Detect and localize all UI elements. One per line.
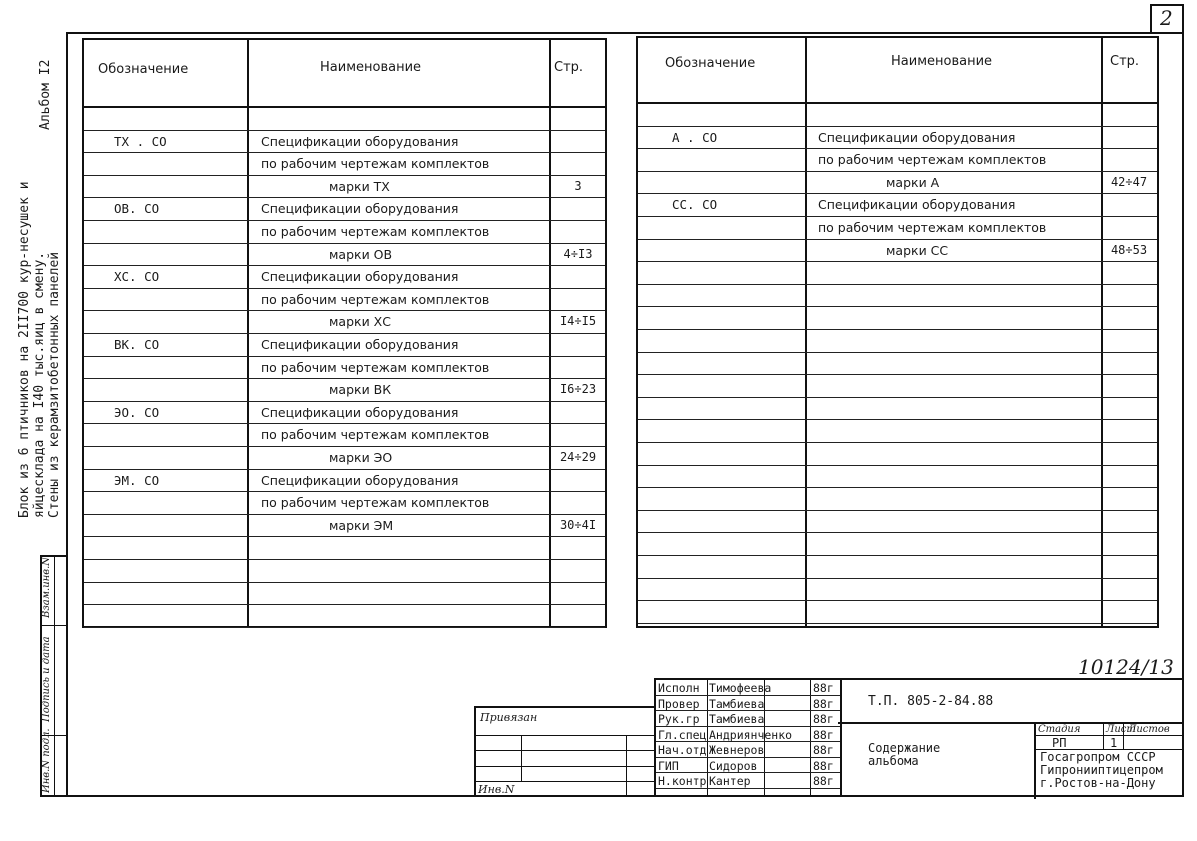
table-row xyxy=(84,492,605,515)
row-page: 48÷53 xyxy=(1110,242,1148,257)
row-name: марки ХС xyxy=(329,314,391,330)
inv-label: Инв.N xyxy=(478,783,515,796)
table-row xyxy=(638,375,1157,398)
row-page: 42÷47 xyxy=(1110,174,1148,189)
left-header-name: Наименование xyxy=(320,60,422,75)
table-row xyxy=(84,311,605,334)
table-row xyxy=(638,330,1157,353)
row-designation: ВК. СО xyxy=(114,337,160,352)
signature-name: Тамбиева xyxy=(709,712,765,726)
row-name: по рабочим чертежам комплектов xyxy=(261,156,490,172)
signature-year: 88г xyxy=(813,743,834,757)
signature-role: Нач.отд xyxy=(658,743,707,757)
table-row xyxy=(84,515,605,538)
signature-row xyxy=(656,680,840,696)
table-row xyxy=(84,198,605,221)
table-row xyxy=(84,537,605,560)
right-header-page: Стр. xyxy=(1110,54,1140,69)
signature-name: Кантер xyxy=(709,774,751,788)
row-designation: ОВ. СО xyxy=(114,201,160,217)
table-row xyxy=(638,556,1157,579)
signature-name: Сидоров xyxy=(709,758,758,773)
contents-table-left xyxy=(82,38,607,628)
table-row xyxy=(84,153,605,176)
signature-name: Андриянченко xyxy=(709,727,793,742)
stamp-mid xyxy=(54,555,55,797)
row-name: по рабочим чертежам комплектов xyxy=(261,495,490,511)
row-designation: СС. СО xyxy=(672,197,718,213)
stage-label: Стадия xyxy=(1038,724,1081,735)
signature-role: Н.контр xyxy=(658,774,707,788)
row-name: Спецификации оборудования xyxy=(261,472,459,488)
row-page: 3 xyxy=(574,178,582,193)
doc-number: 10124/13 xyxy=(1078,655,1174,679)
signature-year: 88г xyxy=(813,712,834,726)
signature-year: 88г xyxy=(813,774,834,788)
table-row xyxy=(84,583,605,606)
signature-row xyxy=(656,696,840,712)
table-row xyxy=(638,511,1157,534)
signature-year: 88г xyxy=(813,696,834,711)
project-title-2: яйцесклада на I40 тыс.яиц в смену. xyxy=(32,251,47,518)
signature-name: Тимофеева xyxy=(709,681,772,695)
row-name: марки ВК xyxy=(329,382,392,398)
table-row xyxy=(638,488,1157,511)
signature-role: Исполн xyxy=(658,681,700,695)
signature-role: ГИП xyxy=(658,758,679,773)
table-row xyxy=(84,424,605,447)
table-row xyxy=(638,127,1157,150)
right-header-designation: Обозначение xyxy=(665,56,756,71)
table-row xyxy=(638,353,1157,376)
row-page: I4÷I5 xyxy=(559,314,597,329)
table-row xyxy=(638,104,1157,127)
table-row xyxy=(638,307,1157,330)
row-name: по рабочим чертежам комплектов xyxy=(818,152,1047,168)
left-header-page: Стр. xyxy=(554,60,584,75)
signature-row xyxy=(656,711,840,727)
album-label: Альбом I2 xyxy=(38,59,53,130)
row-name: Спецификации оборудования xyxy=(818,129,1016,145)
sheet-title: Содержание альбома xyxy=(868,741,941,768)
signature-row xyxy=(656,742,840,758)
table-row xyxy=(84,221,605,244)
row-page: 24÷29 xyxy=(559,450,597,464)
row-name: по рабочим чертежам комплектов xyxy=(261,427,490,443)
signature-block xyxy=(654,678,840,797)
signature-role: Рук.гр xyxy=(658,712,700,726)
row-name: марки СС xyxy=(886,242,949,258)
stamp-sign-label: Подпись и дата xyxy=(41,636,52,722)
table-row xyxy=(84,379,605,402)
row-page: 4÷I3 xyxy=(563,246,593,261)
project-title-3: Стены из керамзитобетонных панелей xyxy=(47,251,62,518)
table-row xyxy=(638,601,1157,624)
row-name: марки А xyxy=(886,174,940,190)
table-row xyxy=(638,398,1157,421)
sheet-value: 1 xyxy=(1110,736,1118,750)
row-name: Спецификации оборудования xyxy=(261,404,459,420)
sheets-label: Листов xyxy=(1128,724,1170,735)
table-row xyxy=(638,533,1157,556)
row-designation: ЭО. СО xyxy=(114,404,160,420)
signature-role: Провер xyxy=(658,696,700,711)
binding-label: Привязан xyxy=(480,711,538,724)
table-row xyxy=(638,262,1157,285)
row-designation: ХС. СО xyxy=(114,269,160,285)
signature-row xyxy=(656,773,840,789)
organization: Госагропром СССР Гипронииптицепром г.Ростов-на-Дону xyxy=(1040,750,1163,790)
row-name: Спецификации оборудования xyxy=(261,201,459,217)
row-name: марки ТХ xyxy=(329,178,390,194)
signature-role: Гл.спец xyxy=(658,727,707,742)
table-row xyxy=(84,470,605,493)
row-name: марки ЭМ xyxy=(329,517,394,533)
table-row xyxy=(84,176,605,199)
table-row xyxy=(638,579,1157,602)
project-title-1: Блок из 6 птичников на 2II700 кур-несушек и xyxy=(17,181,32,518)
table-row xyxy=(638,466,1157,489)
row-name: по рабочим чертежам комплектов xyxy=(261,224,490,239)
table-row xyxy=(84,108,605,131)
signature-name: Тамбиева xyxy=(709,696,765,711)
row-page: 30÷4I xyxy=(559,517,597,532)
row-name: марки ОВ xyxy=(329,246,393,262)
table-row xyxy=(84,289,605,312)
sheet-label: Лист xyxy=(1106,724,1136,735)
row-name: Спецификации оборудования xyxy=(261,337,459,352)
signature-row xyxy=(656,758,840,774)
signature-name: Жевнеров xyxy=(709,743,765,757)
stage-value: РП xyxy=(1052,736,1067,750)
table-row xyxy=(84,357,605,380)
frame-left xyxy=(66,32,68,797)
table-row xyxy=(84,131,605,154)
table-row xyxy=(638,172,1157,195)
row-name: марки ЭО xyxy=(329,450,393,465)
right-header-name: Наименование xyxy=(891,54,993,69)
signature-row xyxy=(656,727,840,743)
row-name: по рабочим чертежам комплектов xyxy=(261,359,490,375)
table-row xyxy=(638,443,1157,466)
main-title-block xyxy=(838,678,1184,797)
row-page: I6÷23 xyxy=(559,382,597,397)
table-row xyxy=(84,447,605,470)
stamp-inv-label: Инв.N подл. xyxy=(41,728,52,793)
table-row xyxy=(638,217,1157,240)
signature-year: 88г xyxy=(813,758,834,773)
project-code: Т.П. 805-2-84.88 xyxy=(868,694,994,709)
table-row xyxy=(84,402,605,425)
row-designation: ТХ . СО xyxy=(114,133,167,149)
row-name: Спецификации оборудования xyxy=(818,197,1016,213)
left-header-designation: Обозначение xyxy=(98,62,189,77)
frame-top xyxy=(66,32,1184,34)
table-row xyxy=(84,560,605,583)
row-name: Спецификации оборудования xyxy=(261,269,459,285)
table-row xyxy=(638,149,1157,172)
stamp-vzam-label: Взам.инв.N xyxy=(41,556,52,618)
row-designation: ЭМ. СО xyxy=(114,472,160,488)
row-name: Спецификации оборудования xyxy=(261,133,459,149)
row-name: по рабочим чертежам комплектов xyxy=(818,220,1047,235)
page-number: 2 xyxy=(1160,6,1173,30)
table-row xyxy=(638,194,1157,217)
table-row xyxy=(638,285,1157,308)
pagebox-left xyxy=(1150,4,1152,34)
pagebox-right xyxy=(1182,4,1184,34)
table-row xyxy=(638,240,1157,263)
contents-table-right xyxy=(636,36,1159,628)
row-designation: А . СО xyxy=(672,129,718,145)
table-row xyxy=(84,266,605,289)
signature-year: 88г xyxy=(813,727,834,742)
table-row xyxy=(638,420,1157,443)
table-row xyxy=(84,605,605,628)
table-row xyxy=(84,334,605,357)
table-row xyxy=(84,244,605,267)
signature-year: 88г xyxy=(813,681,834,695)
binding-block xyxy=(474,706,656,797)
stamp-div1 xyxy=(40,625,68,626)
row-name: по рабочим чертежам комплектов xyxy=(261,291,490,307)
